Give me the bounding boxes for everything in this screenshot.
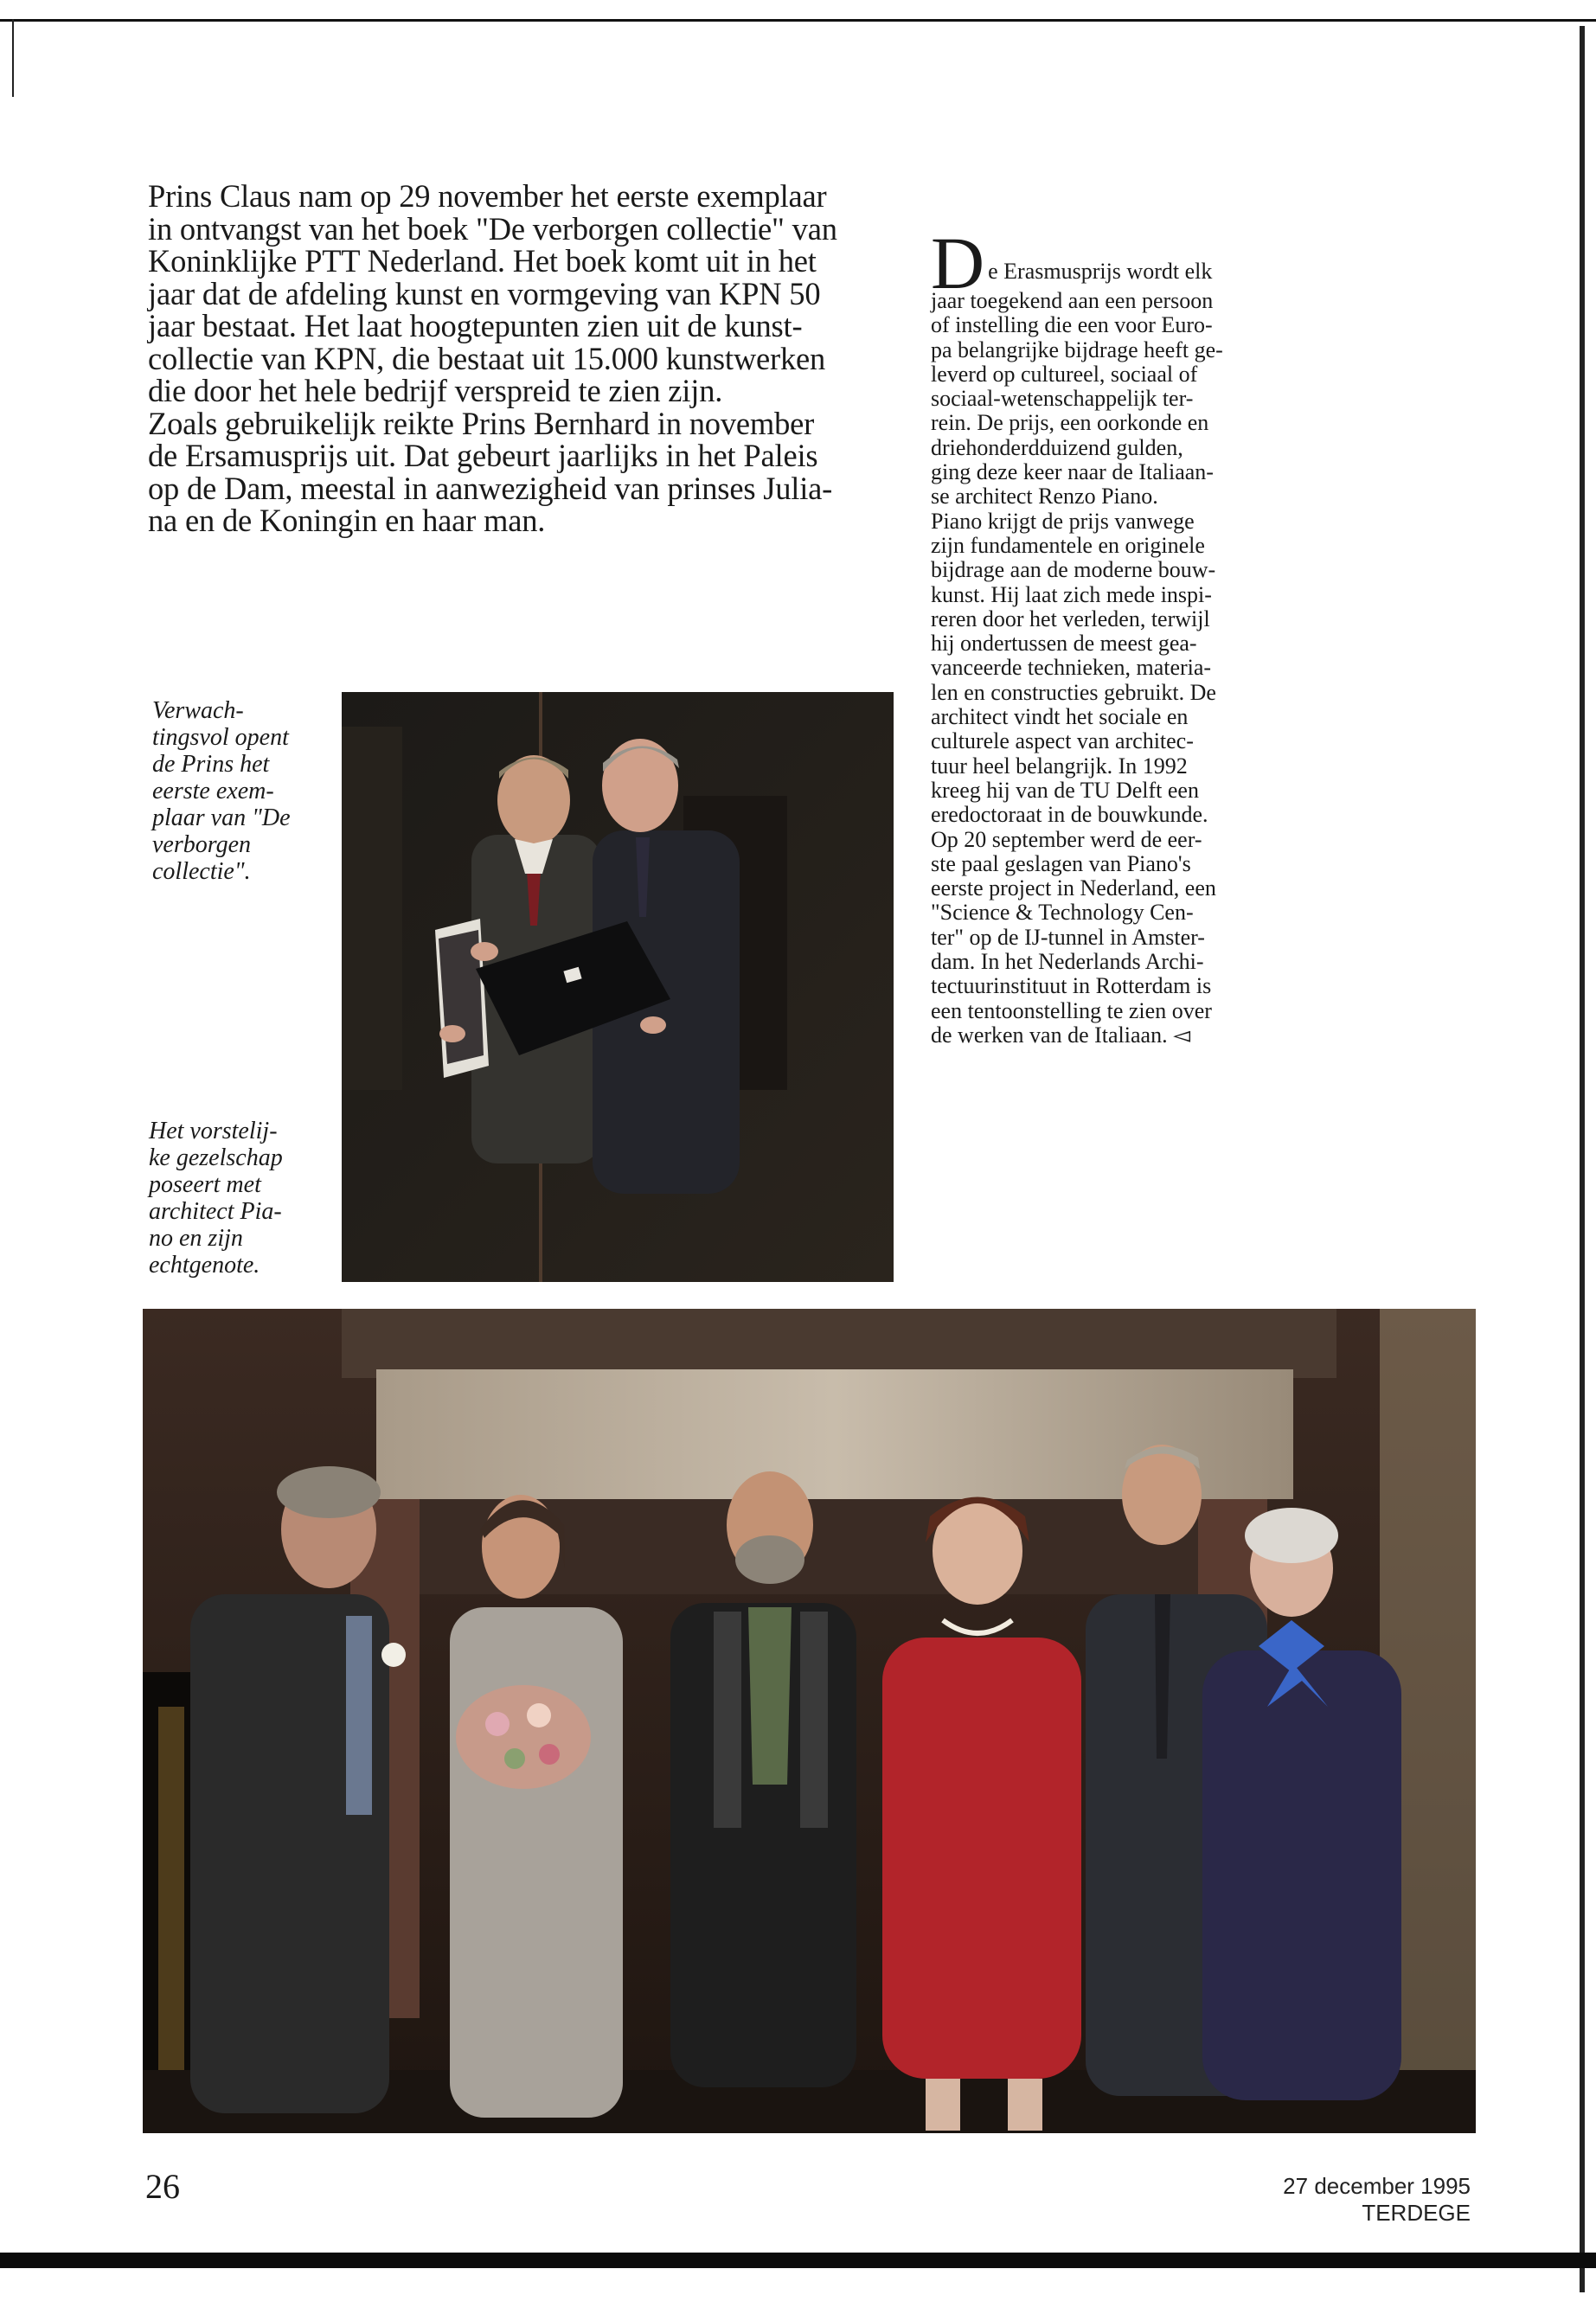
column-line: hij ondertussen de meest gea- [931, 631, 1197, 657]
lead-line: in ontvangst van het boek "De verborgen collectie" van [148, 210, 837, 247]
caption-line: poseert met [149, 1171, 261, 1198]
column-line: eredoctoraat in de bouwkunde. [931, 802, 1208, 828]
caption-line: Verwach- [152, 697, 244, 724]
caption-line: tingsvol opent [152, 724, 289, 751]
bottom-band [0, 2253, 1596, 2268]
lead-line: jaar bestaat. Het laat hoogtepunten zien uit de kunst- [148, 308, 803, 343]
column-line: kunst. Hij laat zich mede inspi- [931, 581, 1212, 607]
column-line: dam. In het Nederlands Archi- [931, 949, 1204, 975]
column-line: pa belangrijke bijdrage heeft ge- [931, 336, 1223, 362]
photo-book-presentation-image [342, 692, 894, 1282]
caption-line: verborgen [152, 831, 252, 858]
top-rule [0, 19, 1596, 22]
lead-line: na en de Koningin en haar man. [148, 503, 546, 538]
column-line: eerste project in Nederland, een [931, 875, 1216, 901]
column-line: jaar toegekend aan een persoon [931, 288, 1214, 313]
column-line: Op 20 september werd de eer- [931, 826, 1202, 852]
column-line: kreeg hij van de TU Delft een [931, 777, 1199, 803]
issue-footer: 27 december 1995 TERDEGE [1283, 2173, 1471, 2226]
column-line: ter" op de IJ-tunnel in Amster- [931, 924, 1205, 950]
photo-royal-group-image [143, 1309, 1476, 2133]
column-line: driehonderdduizend gulden, [931, 434, 1183, 460]
column-line: se architect Renzo Piano. [931, 484, 1158, 510]
column-line: de werken van de Italiaan. ◅ [931, 1022, 1191, 1048]
caption-line: no en zijn [149, 1225, 243, 1252]
column-line: bijdrage aan de moderne bouw- [931, 557, 1216, 583]
column-line: leverd op cultureel, sociaal of [931, 361, 1198, 387]
erasmus-column [931, 221, 1277, 1048]
lead-line: op de Dam, meestal in aanwezigheid van prinses Julia- [148, 470, 833, 506]
caption-line: echtgenote. [149, 1252, 260, 1279]
photo-royal-group [143, 1309, 1476, 2133]
lead-line: die door het hele bedrijf verspreid te zien zijn. [148, 373, 723, 408]
column-line: Piano krijgt de prijs vanwege [931, 508, 1195, 534]
caption-line: Het vorstelij- [149, 1118, 278, 1144]
column-line: culturele aspect van architec- [931, 728, 1194, 754]
column-line: architect vindt het sociale en [931, 704, 1189, 730]
column-line: vanceerde technieken, materia- [931, 655, 1212, 681]
column-first-line: e Erasmusprijs wordt elk [988, 259, 1213, 284]
column-line: tectuurinstituut in Rotterdam is [931, 973, 1212, 999]
column-line: sociaal-wetenschappelijk ter- [931, 386, 1194, 412]
lead-line: Prins Claus nam op 29 november het eerste exemplaar [148, 178, 827, 214]
column-line: zijn fundamentele en originele [931, 532, 1205, 558]
caption-line: ke gezelschap [149, 1144, 283, 1171]
column-line: "Science & Technology Cen- [931, 900, 1194, 926]
caption-line: de Prins het [152, 751, 270, 778]
column-line: rein. De prijs, een oorkonde en [931, 410, 1209, 436]
lead-line: Koninklijke PTT Nederland. Het boek komt uit in het [148, 243, 817, 279]
lead-line: Zoals gebruikelijk reikte Prins Bernhard in november [148, 405, 815, 441]
caption-line: eerste exem- [152, 778, 274, 804]
column-line: reren door het verleden, terwijl [931, 606, 1210, 631]
photo-book-presentation [342, 692, 894, 1282]
drop-cap: D [931, 221, 985, 304]
column-line: ste paal geslagen van Piano's [931, 850, 1191, 876]
lead-line: jaar dat de afdeling kunst en vormgeving van KPN 50 [148, 275, 821, 311]
column-line: len en constructies gebruikt. De [931, 679, 1216, 705]
page-edge [1580, 26, 1585, 2292]
column-line: ging deze keer naar de Italiaan- [931, 459, 1214, 485]
caption-line: collectie". [152, 858, 251, 885]
lead-line: de Ersamusprijs uit. Dat gebeurt jaarlijks in het Paleis [148, 438, 818, 473]
caption-book [152, 697, 325, 885]
column-line: een tentoonstelling te zien over [931, 997, 1212, 1023]
lead-line: collectie van KPN, die bestaat uit 15.000 kunstwerken [148, 340, 826, 376]
caption-group [149, 1118, 313, 1279]
lead-paragraph [148, 180, 875, 537]
caption-line: architect Pia- [149, 1198, 282, 1225]
caption-line: plaar van "De [152, 804, 291, 831]
column-line: tuur heel belangrijk. In 1992 [931, 753, 1188, 779]
column-line: of instelling die een voor Euro- [931, 312, 1213, 338]
left-margin-rule [12, 19, 14, 97]
page-number: 26 [145, 2167, 180, 2206]
